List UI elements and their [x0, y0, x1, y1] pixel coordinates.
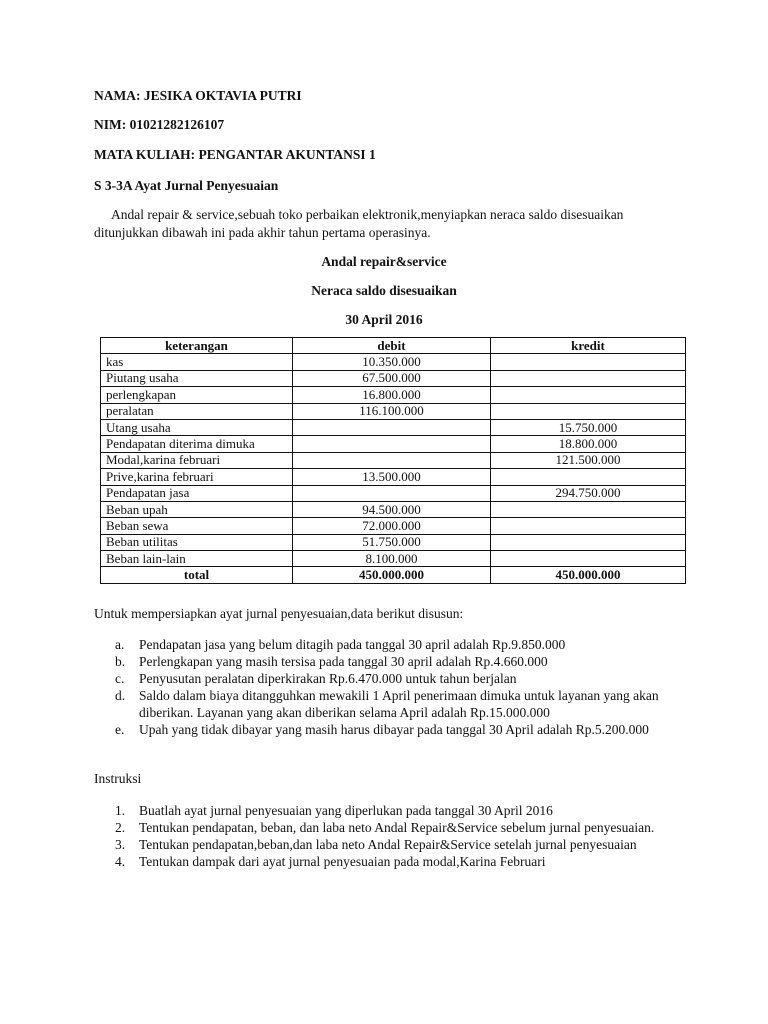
cell-debit: 72.000.000 [293, 518, 491, 534]
cell-kredit [491, 501, 686, 517]
cell-debit: 8.100.000 [293, 551, 491, 567]
cell-keterangan: Beban utilitas [101, 534, 293, 550]
data-list-item [115, 653, 685, 670]
cell-keterangan: peralatan [101, 403, 293, 419]
cell-keterangan: Prive,karina februari [101, 469, 293, 485]
data-list-item [115, 687, 685, 721]
list-marker: a. [115, 637, 125, 652]
header-kredit: kredit [491, 338, 686, 354]
header-debit: debit [293, 338, 491, 354]
list-marker: d. [115, 688, 126, 703]
cell-kredit [491, 387, 686, 403]
list-item-text: Saldo dalam biaya ditangguhkan mewakili 1 April penerimaan dimuka untuk layanan yang akan diberikan. Layanan yang akan diberikan selama April adalah Rp.15.000.000 [139, 688, 659, 720]
list-item-text: Penyusutan peralatan diperkirakan Rp.6.470.000 untuk tahun berjalan [139, 671, 517, 686]
list-item-text: Tentukan pendapatan, beban, dan laba neto Andal Repair&Service sebelum jurnal penyesuaian. [139, 820, 655, 835]
cell-keterangan: Utang usaha [101, 419, 293, 435]
total-row [101, 567, 686, 583]
list-marker: 1. [115, 803, 126, 818]
cell-kredit [491, 469, 686, 485]
table-row [101, 452, 686, 468]
cell-kredit [491, 534, 686, 550]
cell-debit [293, 436, 491, 452]
report-title: Neraca saldo disesuaikan [311, 283, 457, 298]
cell-kredit: 294.750.000 [491, 485, 686, 501]
data-intro: Untuk mempersiapkan ayat jurnal penyesuaian,data berikut disusun: [94, 606, 464, 621]
data-list-item [115, 670, 685, 687]
cell-kredit: 18.800.000 [491, 436, 686, 452]
student-nim: NIM: 01021282126107 [94, 117, 225, 132]
data-list-item [115, 636, 685, 653]
student-name: NAMA: JESIKA OKTAVIA PUTRI [94, 88, 302, 103]
list-item-text: Perlengkapan yang masih tersisa pada tanggal 30 april adalah Rp.4.660.000 [139, 654, 548, 669]
cell-kredit [491, 551, 686, 567]
cell-kredit [491, 518, 686, 534]
table-header-row [101, 338, 686, 354]
report-company: Andal repair&service [321, 254, 447, 269]
list-item-text: Buatlah ayat jurnal penyesuaian yang diperlukan pada tanggal 30 April 2016 [139, 803, 553, 818]
table-row [101, 551, 686, 567]
table-row [101, 403, 686, 419]
cell-kredit: 15.750.000 [491, 419, 686, 435]
list-item-text: Tentukan dampak dari ayat jurnal penyesuaian pada modal,Karina Februari [139, 854, 546, 869]
cell-kredit [491, 370, 686, 386]
cell-debit [293, 452, 491, 468]
table-row [101, 501, 686, 517]
table-row [101, 518, 686, 534]
cell-debit: 51.750.000 [293, 534, 491, 550]
table-row [101, 485, 686, 501]
cell-debit: 13.500.000 [293, 469, 491, 485]
list-marker: b. [115, 654, 126, 669]
list-marker: 2. [115, 820, 126, 835]
list-item-text: Tentukan pendapatan,beban,dan laba neto Andal Repair&Service setelah jurnal penyesuaian [139, 837, 637, 852]
table-row [101, 370, 686, 386]
total-kredit: 450.000.000 [491, 567, 686, 583]
cell-debit: 67.500.000 [293, 370, 491, 386]
cell-keterangan: Pendapatan jasa [101, 485, 293, 501]
cell-kredit: 121.500.000 [491, 452, 686, 468]
cell-keterangan: perlengkapan [101, 387, 293, 403]
cell-keterangan: Beban upah [101, 501, 293, 517]
list-item-text: Pendapatan jasa yang belum ditagih pada tanggal 30 april adalah Rp.9.850.000 [139, 637, 566, 652]
cell-keterangan: Beban lain-lain [101, 551, 293, 567]
section-title: S 3-3A Ayat Jurnal Penyesuaian [94, 178, 279, 193]
data-list [115, 636, 685, 738]
table-row [101, 419, 686, 435]
total-label: total [101, 567, 293, 583]
cell-debit: 10.350.000 [293, 354, 491, 370]
instruksi-list [115, 802, 685, 870]
cell-keterangan: Beban sewa [101, 518, 293, 534]
cell-keterangan: Modal,karina februari [101, 452, 293, 468]
list-marker: 3. [115, 837, 126, 852]
instruksi-list-item [115, 853, 685, 870]
intro-paragraph: Andal repair & service,sebuah toko perbaikan elektronik,menyiapkan neraca saldo disesuaikan ditunjukkan dibawah ini pada akhir tahun pertama operasinya. [94, 207, 624, 240]
cell-keterangan: kas [101, 354, 293, 370]
table-row [101, 469, 686, 485]
table-row [101, 534, 686, 550]
instruksi-title: Instruksi [94, 771, 142, 786]
cell-debit: 16.800.000 [293, 387, 491, 403]
cell-debit: 116.100.000 [293, 403, 491, 419]
instruksi-list-item [115, 802, 685, 819]
cell-debit [293, 419, 491, 435]
trial-balance-table [100, 337, 686, 584]
cell-keterangan: Piutang usaha [101, 370, 293, 386]
total-debit: 450.000.000 [293, 567, 491, 583]
cell-kredit [491, 354, 686, 370]
table-row [101, 436, 686, 452]
table-row [101, 354, 686, 370]
instruksi-list-item [115, 819, 685, 836]
cell-debit [293, 485, 491, 501]
cell-kredit [491, 403, 686, 419]
list-marker: 4. [115, 854, 126, 869]
list-marker: c. [115, 671, 125, 686]
list-item-text: Upah yang tidak dibayar yang masih harus dibayar pada tanggal 30 April adalah Rp.5.200.000 [139, 722, 649, 737]
data-list-item [115, 721, 685, 738]
cell-debit: 94.500.000 [293, 501, 491, 517]
instruksi-list-item [115, 836, 685, 853]
table-row [101, 387, 686, 403]
header-keterangan: keterangan [101, 338, 293, 354]
cell-keterangan: Pendapatan diterima dimuka [101, 436, 293, 452]
report-date: 30 April 2016 [345, 312, 423, 327]
list-marker: e. [115, 722, 125, 737]
course-name: MATA KULIAH: PENGANTAR AKUNTANSI 1 [94, 147, 376, 162]
